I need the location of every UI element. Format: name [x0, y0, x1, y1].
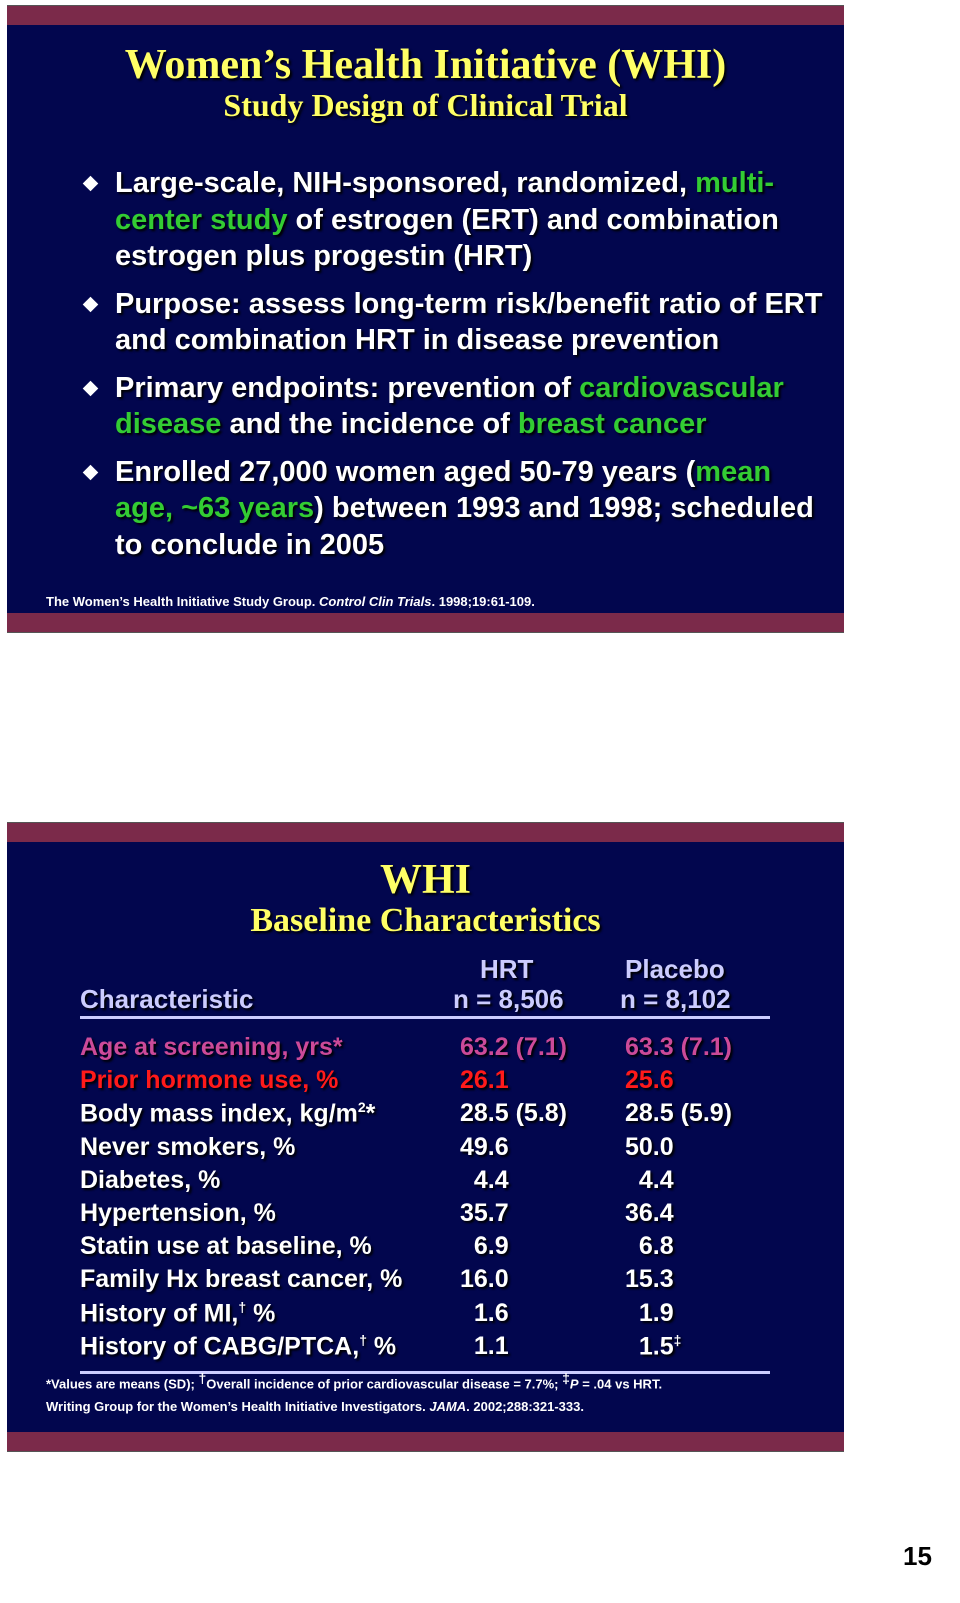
table-row	[80, 1299, 770, 1332]
placebo-value: 63.3 (7.1)	[625, 1033, 733, 1061]
placebo-value: 1.9	[625, 1298, 674, 1327]
slide-subtitle: Study Design of Clinical Trial	[223, 87, 628, 123]
slide-subtitle: Baseline Characteristics	[250, 902, 601, 939]
bullet-text: multi-center study	[115, 167, 775, 236]
table-row	[80, 1265, 770, 1298]
bullet-item	[79, 165, 829, 275]
citation-details: . 2002;288:321-333.	[466, 1399, 584, 1414]
bullet-text: Primary endpoints: prevention of	[115, 371, 580, 404]
slide-body	[7, 842, 844, 1432]
table-header	[80, 952, 770, 1016]
slide-whi-baseline	[7, 822, 844, 1452]
bullet-list	[79, 165, 829, 574]
table-row	[80, 1099, 770, 1132]
row-label: Diabetes, %	[80, 1165, 221, 1194]
page-number: 15	[903, 1541, 932, 1571]
header-placebo: Placebo	[625, 954, 725, 984]
placebo-value: 50.0	[625, 1132, 674, 1161]
row-label: Never smokers, %	[80, 1132, 296, 1161]
table-row	[80, 1332, 770, 1365]
slide-title: Women’s Health Initiative (WHI)	[124, 42, 727, 88]
placebo-value: 4.4	[625, 1165, 674, 1194]
hrt-value: 1.1	[460, 1331, 509, 1360]
diamond-bullet-icon	[83, 464, 99, 480]
hrt-value: 35.7	[460, 1198, 509, 1227]
bullet-item	[79, 286, 829, 359]
bullet-text: ) between 1993 and 1998; scheduled to conclude in 2005	[115, 492, 814, 561]
row-label: Age at screening, yrs*	[80, 1033, 343, 1061]
row-label: Hypertension, %	[80, 1198, 276, 1227]
diamond-bullet-icon	[83, 380, 99, 396]
citation-details: . 1998;19:61-109.	[431, 594, 535, 609]
bullet-text: Enrolled 27,000 women aged 50-79 years (	[115, 455, 696, 488]
citation	[46, 594, 535, 609]
hrt-value: 16.0	[460, 1265, 509, 1294]
citation-authors: Writing Group for the Women’s Health Initiative Investigators.	[46, 1399, 430, 1414]
table-row	[80, 1133, 770, 1166]
bullet-item	[79, 370, 829, 443]
bullet-item	[79, 454, 829, 564]
hrt-value: 26.1	[460, 1066, 509, 1095]
footnote: *Values are means (SD); †Overall incidence of prior cardiovascular disease = 7.7%; ‡P = .04 vs HRT.	[46, 1370, 663, 1392]
bullet-text: breast cancer	[517, 408, 707, 440]
row-label: History of MI,† %	[80, 1298, 276, 1327]
row-label: Body mass index, $kg/m^2*$	[80, 1099, 376, 1128]
bullet-text: cardiovascular disease	[115, 371, 784, 440]
slide-whi-study-design	[7, 5, 844, 633]
placebo-value: 6.8	[625, 1232, 674, 1261]
citation-journal: Control Clin Trials	[319, 594, 432, 609]
hrt-value: 28.5 (5.8)	[460, 1099, 568, 1128]
table-row	[80, 1166, 770, 1199]
header-placebo-n: n = 8,102	[620, 984, 731, 1014]
hrt-value: 6.9	[460, 1232, 509, 1261]
table-row	[80, 1199, 770, 1232]
bullet-text: Large-scale, NIH-sponsored, randomized,	[115, 167, 696, 199]
bullet-text: Purpose: assess long-term risk/benefit ratio of ERT and combination HRT in disease prevention	[115, 287, 823, 356]
table-row	[80, 1232, 770, 1265]
placebo-value: 1.5‡	[625, 1331, 682, 1361]
header-hrt: HRT	[480, 954, 534, 984]
baseline-table	[80, 952, 770, 1374]
row-label: Family Hx breast cancer, %	[80, 1265, 403, 1294]
placebo-value: 15.3	[625, 1265, 674, 1294]
hrt-value: 4.4	[460, 1165, 509, 1194]
header-rule	[80, 1016, 770, 1019]
citation	[46, 1399, 584, 1414]
row-label: Statin use at baseline, %	[80, 1232, 372, 1261]
placebo-value: 25.6	[625, 1066, 674, 1095]
row-label: History of CABG/PTCA,† %	[80, 1331, 397, 1361]
hrt-value: 49.6	[460, 1132, 509, 1161]
slide-title: WHI	[379, 857, 471, 903]
citation-authors: The Women’s Health Initiative Study Group.	[46, 594, 320, 609]
hrt-value: 1.6	[460, 1298, 509, 1327]
diamond-bullet-icon	[83, 176, 99, 192]
row-label: Prior hormone use, %	[80, 1066, 339, 1095]
header-hrt-n: n = 8,506	[453, 984, 564, 1014]
header-characteristic: Characteristic	[80, 984, 254, 1014]
table-body	[80, 1033, 770, 1365]
citation-journal: JAMA	[429, 1399, 467, 1414]
bullet-text: and the incidence of	[221, 408, 518, 440]
hrt-value: 63.2 (7.1)	[460, 1033, 568, 1061]
bullet-text: mean age, ~63 years	[115, 455, 772, 524]
placebo-value: 36.4	[625, 1198, 674, 1227]
table-row	[80, 1033, 770, 1066]
bullet-text: of estrogen (ERT) and combination estrogen plus progestin (HRT)	[115, 203, 779, 272]
diamond-bullet-icon	[83, 296, 99, 312]
slide-body	[7, 25, 844, 613]
table-row	[80, 1066, 770, 1099]
placebo-value: 28.5 (5.9)	[625, 1099, 733, 1128]
